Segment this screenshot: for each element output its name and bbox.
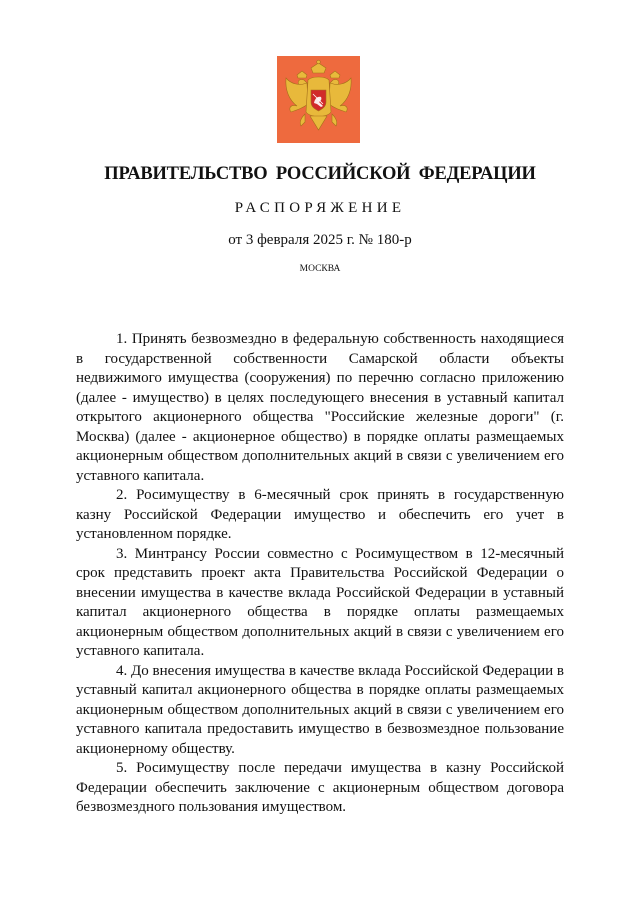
document-type: РАСПОРЯЖЕНИЕ (234, 200, 406, 216)
paragraph-5: 5. Росимуществу после передачи имущества в казну Российской Федерации обеспечить заключение с акционерным обществом договора безвозмездного пользования имуществом. (76, 760, 564, 815)
paragraph-4: 4. До внесения имущества в качестве вклада Российской Федерации в уставный капитал акционерного общества в порядке оплаты размещаемых акционерным обществом дополнительных акций в связи с увеличением его уставного капитала предоставить имущество в безвозмездное пользование акционерному обществу. (76, 662, 564, 757)
document-date-number: от 3 февраля 2025 г. № 180-р (228, 232, 412, 248)
paragraph-1: 1. Принять безвозмездно в федеральную собственность находящиеся в государственной собственности Самарской области объекты недвижимого имущества (сооружения) по перечню согласно приложению (далее - имущество) в целях последующего внесения в уставный капитал открытого акционерного общества "Российские железные дороги" (г. Москва) (далее - акционерное общество) в порядке оплаты размещаемых акционерным обществом дополнительных акций в связи с увеличением его уставного капитала. (76, 331, 564, 484)
russian-coat-of-arms-icon (277, 56, 360, 143)
document-city: МОСКВА (299, 264, 341, 274)
paragraph-3: 3. Минтрансу России совместно с Росимуществом в 12-месячный срок представить проект акта Правительства Российской Федерации о внесении имущества в качестве вклада Российской Федерации в уставный капитал акционерного общества в порядке оплаты размещаемых акционерным обществом дополнительных акций в связи с увеличением его уставного капитала. (76, 545, 564, 659)
document-body (76, 330, 564, 818)
paragraph-2: 2. Росимуществу в 6-месячный срок принять в государственную казну Российской Федерации имущество и обеспечить его учет в установленном порядке. (76, 487, 564, 542)
government-title: ПРАВИТЕЛЬСТВО РОССИЙСКОЙ ФЕДЕРАЦИИ (104, 164, 536, 184)
